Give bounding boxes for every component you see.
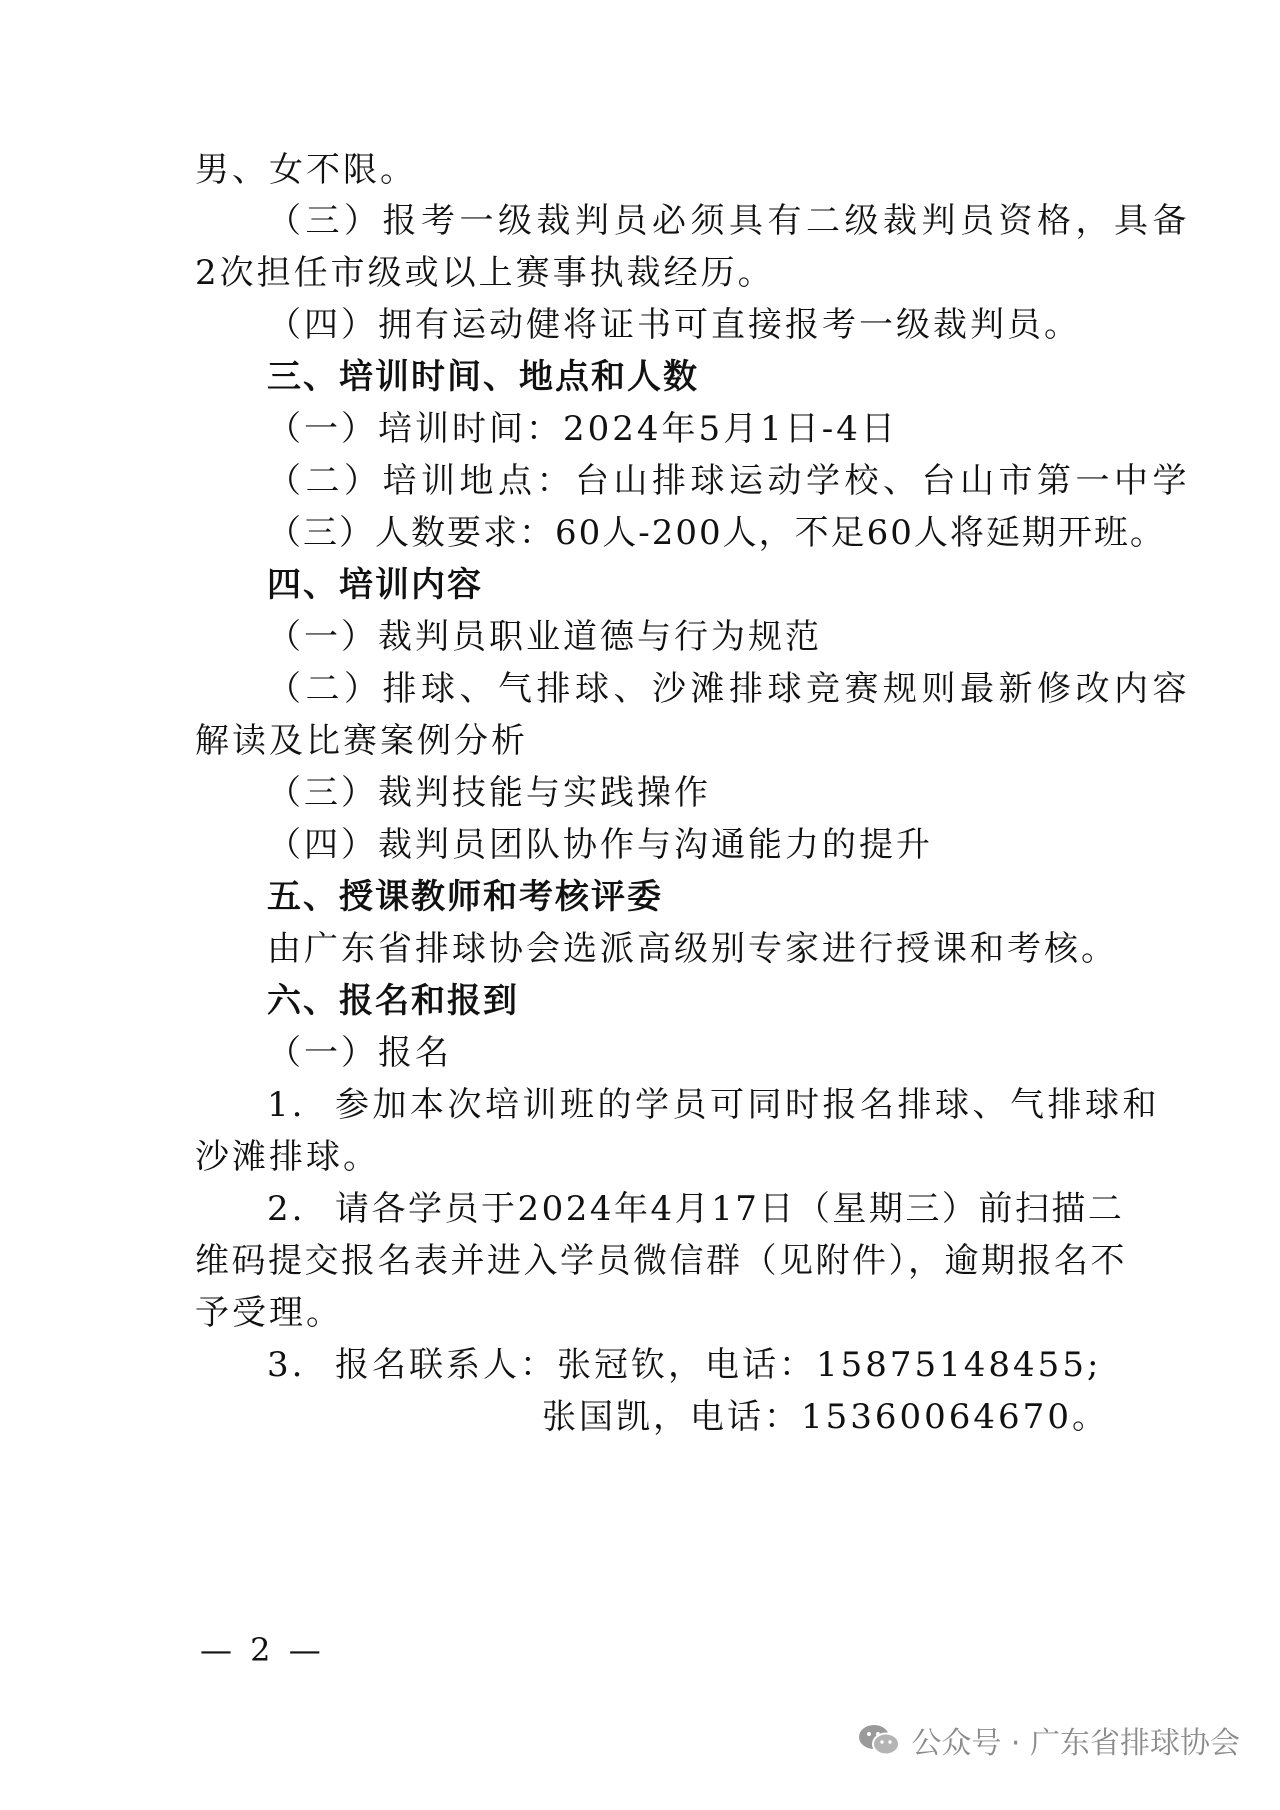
paragraph-line: （三）报考一级裁判员必须具有二级裁判员资格，具备: [267, 201, 1191, 241]
wechat-icon: [857, 1722, 901, 1758]
paragraph-line: 由广东省排球协会选派高级别专家进行授课和考核。: [267, 929, 1118, 969]
section-heading: 五、授课教师和考核评委: [267, 877, 663, 917]
paragraph-line: 解读及比赛案例分析: [195, 721, 528, 761]
watermark-text: 公众号 · 广东省排球协会: [911, 1726, 1240, 1761]
paragraph-line: （一）裁判员职业道德与行为规范: [267, 617, 822, 657]
watermark: [857, 1718, 1240, 1762]
list-number: 2.: [267, 1189, 306, 1229]
paragraph-line: （一）培训时间：2024年5月1日-4日: [267, 409, 898, 449]
section-heading: 六、报名和报到: [267, 981, 519, 1021]
paragraph-line: 参加本次培训班的学员可同时报名排球、气排球和: [335, 1085, 1160, 1125]
list-number: 1.: [267, 1085, 306, 1125]
paragraph-line: 男、女不限。: [195, 150, 417, 190]
paragraph-line: 请各学员于2024年4月17日（星期三）前扫描二: [335, 1189, 1125, 1229]
paragraph-line: （二）培训地点：台山排球运动学校、台山市第一中学: [267, 461, 1191, 501]
paragraph-line: 予受理。: [195, 1293, 343, 1333]
list-number: 3.: [267, 1345, 306, 1385]
paragraph-line: 沙滩排球。: [195, 1137, 380, 1177]
paragraph-line: 报名联系人：张冠钦，电话：15875148455;: [335, 1345, 1102, 1385]
paragraph-line: （四）裁判员团队协作与沟通能力的提升: [267, 825, 933, 865]
paragraph-line: （一）报名: [267, 1033, 452, 1073]
paragraph-line: （二）排球、气排球、沙滩排球竞赛规则最新修改内容: [267, 669, 1191, 709]
paragraph-line: 张国凯，电话：15360064670。: [542, 1397, 1109, 1437]
paragraph-line: （三）人数要求：60人-200人，不足60人将延期开班。: [267, 513, 1166, 553]
paragraph-line: 维码提交报名表并进入学员微信群（见附件），逾期报名不: [195, 1241, 1127, 1281]
page-number: — 2 —: [200, 1631, 325, 1669]
paragraph-line: 2次担任市级或以上赛事执裁经历。: [195, 253, 775, 293]
paragraph-line: （四）拥有运动健将证书可直接报考一级裁判员。: [267, 305, 1081, 345]
section-heading: 三、培训时间、地点和人数: [267, 357, 699, 397]
section-heading: 四、培训内容: [267, 565, 483, 605]
paragraph-line: （三）裁判技能与实践操作: [267, 773, 711, 813]
